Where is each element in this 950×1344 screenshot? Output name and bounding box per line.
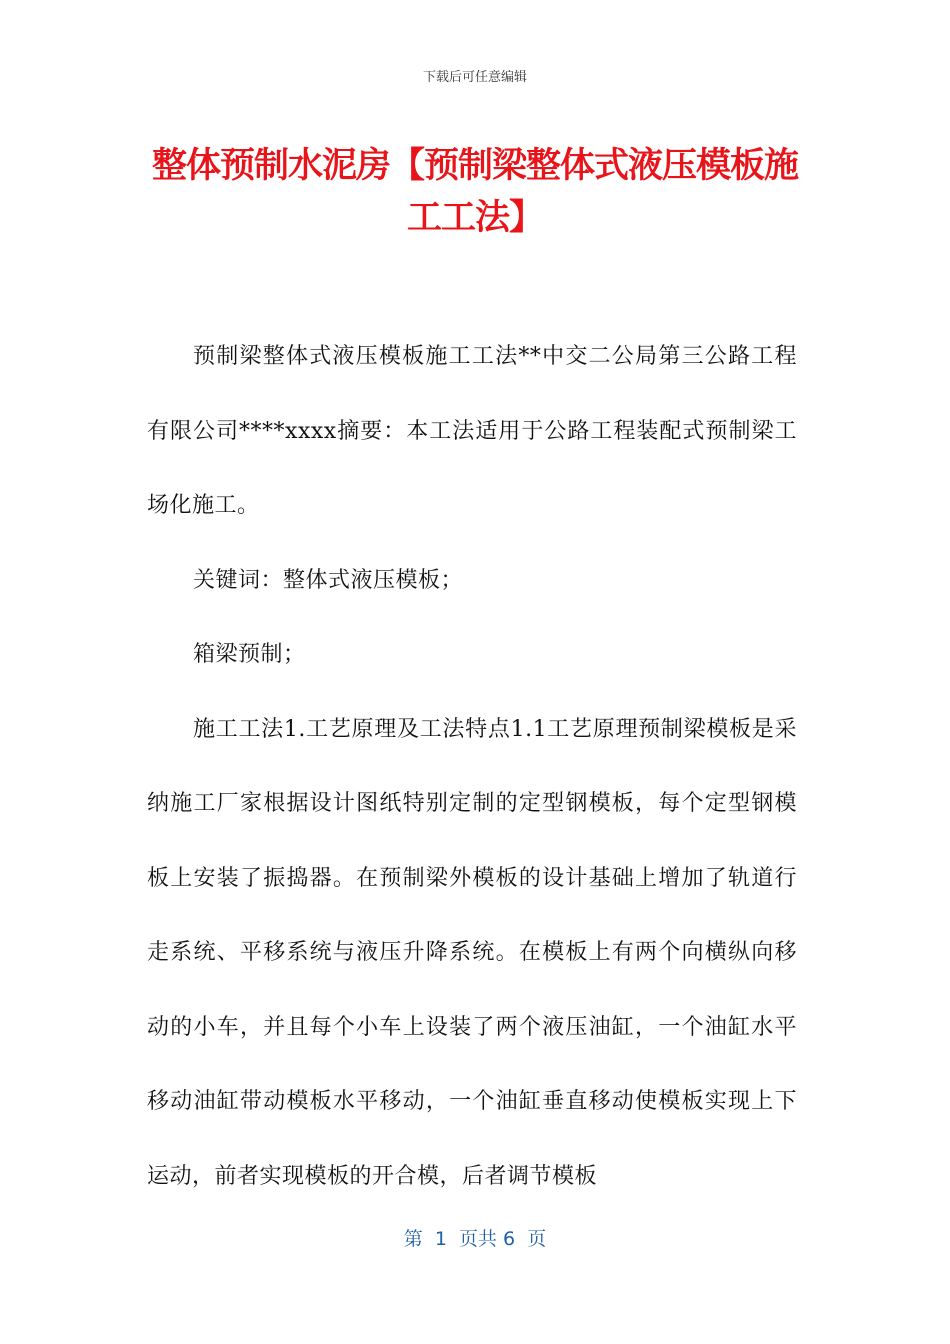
- document-title: 整体预制水泥房【预制梁整体式液压模板施工工法】: [151, 146, 798, 238]
- paragraph: 箱梁预制；: [193, 642, 306, 667]
- paragraph: 关键词：整体式液压模板；: [193, 567, 464, 593]
- paragraph: 预制梁整体式液压模板施工工法**中交二公局第三公路工程有限公司****xxxx摘要：本工法适用于公路工程装配式预制梁工场化施工。: [147, 344, 797, 518]
- paragraph: 施工工法1.工艺原理及工法特点1.1工艺原理预制梁模板是采纳施工厂家根据设计图纸特别定制的定型钢模板，每个定型钢模板上安装了振捣器。在预制梁外模板的设计基础上增加了轨道行走系统、平移系统与液压升降系统。在模板上有两个向横纵向移动的小车，并且每个小车上设装了两个液压油缸，一个油缸水平移动油缸带动模板水平移动，一个油缸垂直移动使模板实现上下运动，前者实现模板的开合模，后者调节模板: [147, 716, 797, 1189]
- document-body: [147, 320, 797, 1214]
- page-number-footer: 第 1 页共 6 页: [403, 1228, 547, 1250]
- header-note: 下载后可任意编辑: [422, 70, 527, 85]
